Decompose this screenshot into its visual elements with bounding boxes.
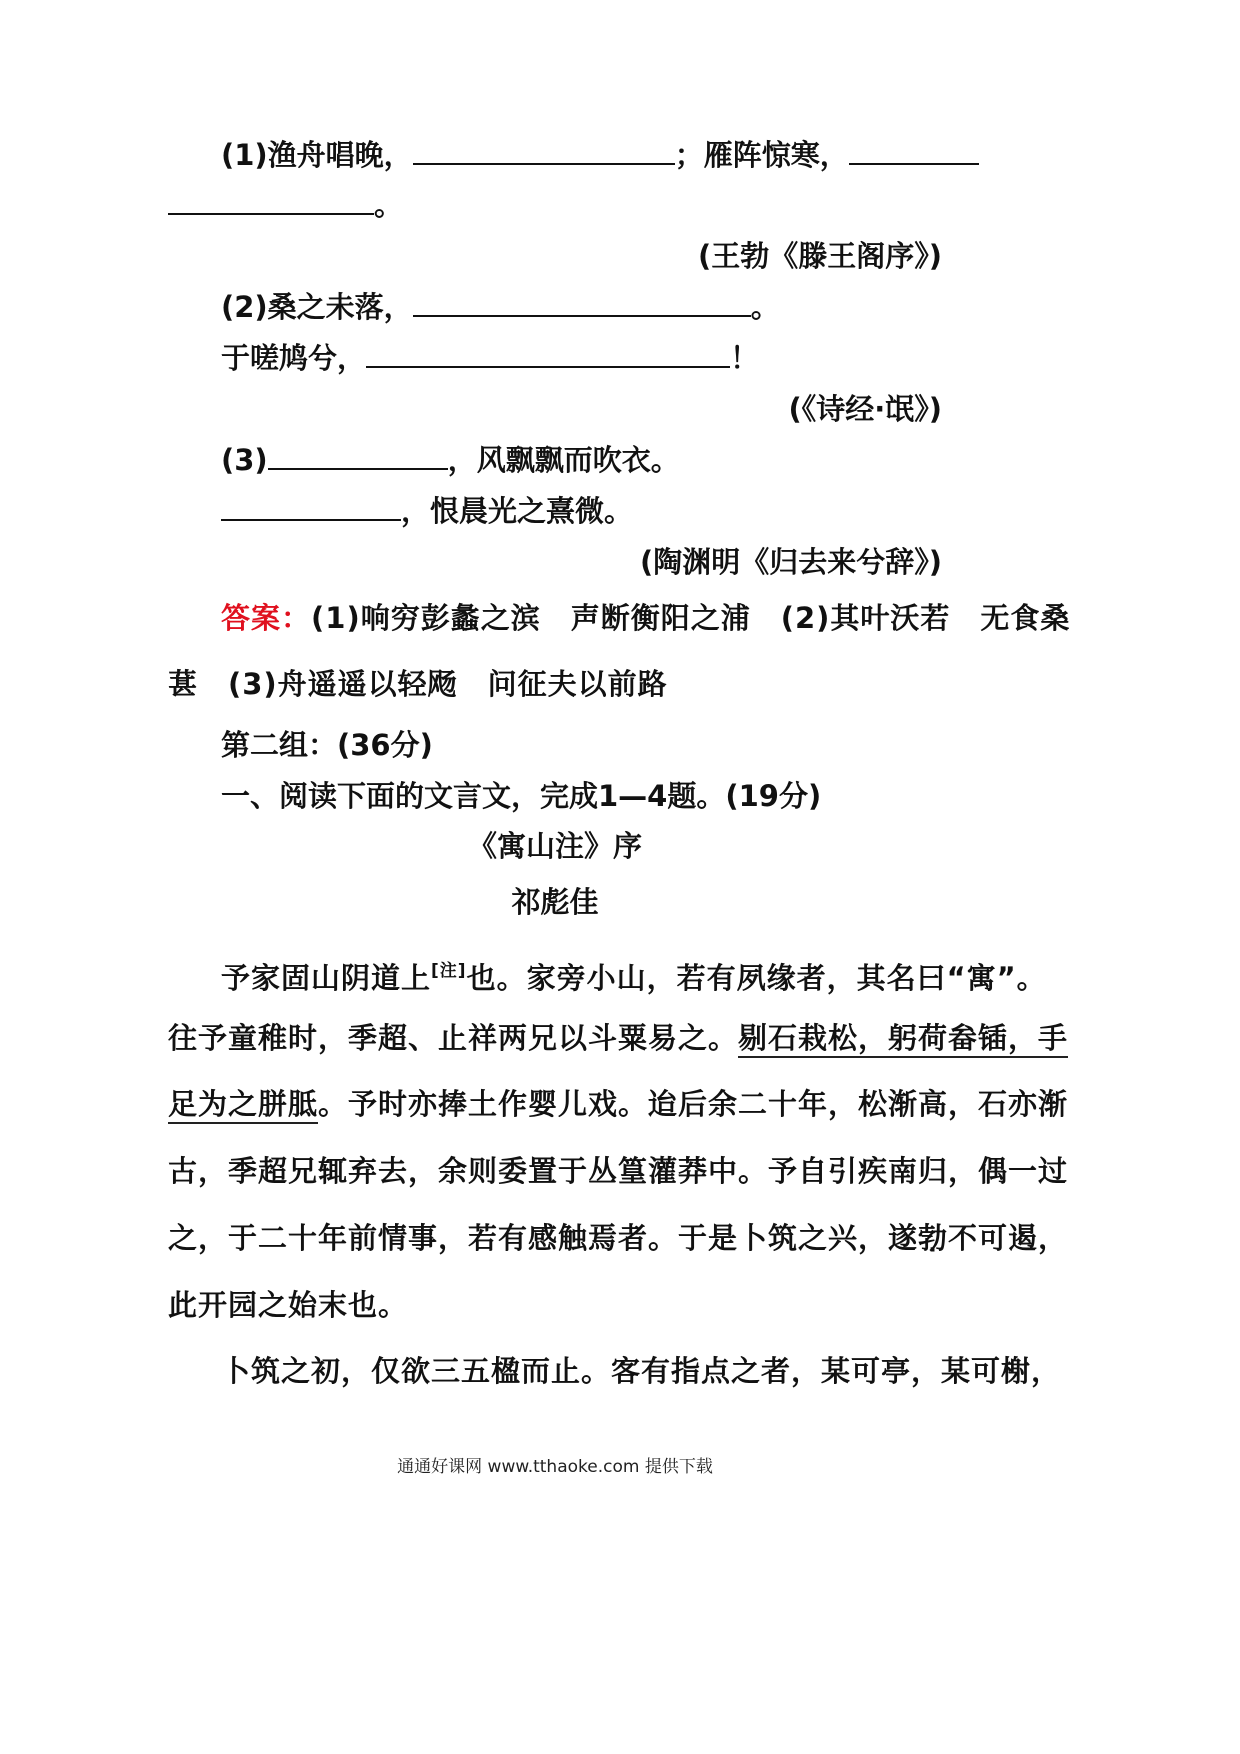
footnote-marker[interactable]: [注] bbox=[431, 961, 467, 981]
passage-text: 也。家旁小山，若有夙缘者，其名曰“寓”。 bbox=[466, 961, 1047, 995]
q2-end-1: 。 bbox=[750, 290, 780, 324]
q1-prefix: (1)渔舟唱晚， bbox=[221, 138, 413, 172]
passage-line-1 bbox=[221, 951, 1047, 998]
underlined-sentence: 剔石栽松，躬荷畚锸，手 bbox=[738, 1021, 1068, 1058]
passage-text: 予家固山阴道上 bbox=[221, 961, 432, 995]
q2-line2 bbox=[221, 338, 759, 378]
q3-prefix: (3) bbox=[221, 443, 268, 477]
q3-line2 bbox=[221, 491, 633, 531]
instruction: 一、阅读下面的文言文，完成1—4题。(19分) bbox=[221, 779, 822, 813]
emphasis-dot-char: 勃 bbox=[918, 1221, 949, 1255]
answer-label: 答案： bbox=[221, 601, 312, 635]
q3-suffix-1: ，风飘飘而吹衣。 bbox=[447, 443, 680, 477]
q2-line1 bbox=[221, 287, 780, 327]
essay-title: 《寓山注》序 bbox=[467, 829, 642, 863]
q3-source: (陶渊明《归去来兮辞》) bbox=[639, 545, 942, 579]
passage-text: 往予童稚时，季超、止祥两兄以斗粟易之。 bbox=[168, 1021, 739, 1055]
q1-source: (王勃《滕王阁序》) bbox=[697, 239, 942, 273]
q1-blank-2a[interactable] bbox=[849, 141, 979, 165]
passage-line-2 bbox=[168, 1018, 1068, 1058]
q1-blank-2b[interactable] bbox=[168, 191, 374, 215]
answer-line1 bbox=[221, 598, 1070, 638]
passage-line-4: 古，季超兄辄弃去，余则委置于丛篁灌莽中。予自引疾南归，偶一过 bbox=[168, 1154, 1069, 1188]
q2-end-2: ！ bbox=[730, 341, 760, 375]
passage-text: 不可遏， bbox=[948, 1221, 1069, 1255]
underlined-sentence: 足为之胼胝 bbox=[168, 1087, 318, 1124]
q3-suffix-2: ，恨晨光之熹微。 bbox=[401, 494, 634, 528]
q2-prefix-1: (2)桑之未落， bbox=[221, 290, 413, 324]
passage-text: 。予时亦捧土作婴儿戏。迨后余二十年，松渐高，石亦渐 bbox=[318, 1087, 1069, 1121]
passage-line-5 bbox=[168, 1218, 1068, 1258]
q1-blank-1[interactable] bbox=[413, 141, 675, 165]
q2-blank-2[interactable] bbox=[366, 344, 730, 368]
passage-line-3 bbox=[168, 1084, 1068, 1124]
q3-blank-2[interactable] bbox=[221, 497, 401, 521]
passage-line-6: 此开园之始末也。 bbox=[168, 1288, 409, 1322]
q3-line1 bbox=[221, 440, 680, 480]
q1-line1 bbox=[221, 135, 979, 175]
q1-end: 。 bbox=[374, 188, 404, 222]
q2-prefix-2: 于嗟鸠兮， bbox=[221, 341, 367, 375]
answer-line2: 葚 (3)舟遥遥以轻飏 问征夫以前路 bbox=[168, 667, 668, 701]
group-title: 第二组：(36分) bbox=[221, 728, 433, 762]
q3-blank-1[interactable] bbox=[268, 446, 448, 470]
passage-text: 之，于二十年前情事，若有感触焉者。于是卜筑之兴，遂 bbox=[168, 1221, 919, 1255]
q1-line2 bbox=[168, 185, 403, 225]
passage-line-7: 卜筑之初，仅欲三五楹而止。客有指点之者，某可亭，某可榭， bbox=[221, 1354, 1062, 1388]
answer-text-1: (1)响穷彭蠡之滨 声断衡阳之浦 (2)其叶沃若 无食桑 bbox=[311, 601, 1071, 635]
essay-author: 祁彪佳 bbox=[511, 885, 599, 919]
page-footer: 通通好课网 www.tthaoke.com 提供下载 bbox=[397, 1457, 713, 1477]
q1-mid: ；雁阵惊寒， bbox=[674, 138, 849, 172]
q2-blank-1[interactable] bbox=[413, 293, 751, 317]
q2-source: (《诗经·氓》) bbox=[788, 392, 942, 426]
